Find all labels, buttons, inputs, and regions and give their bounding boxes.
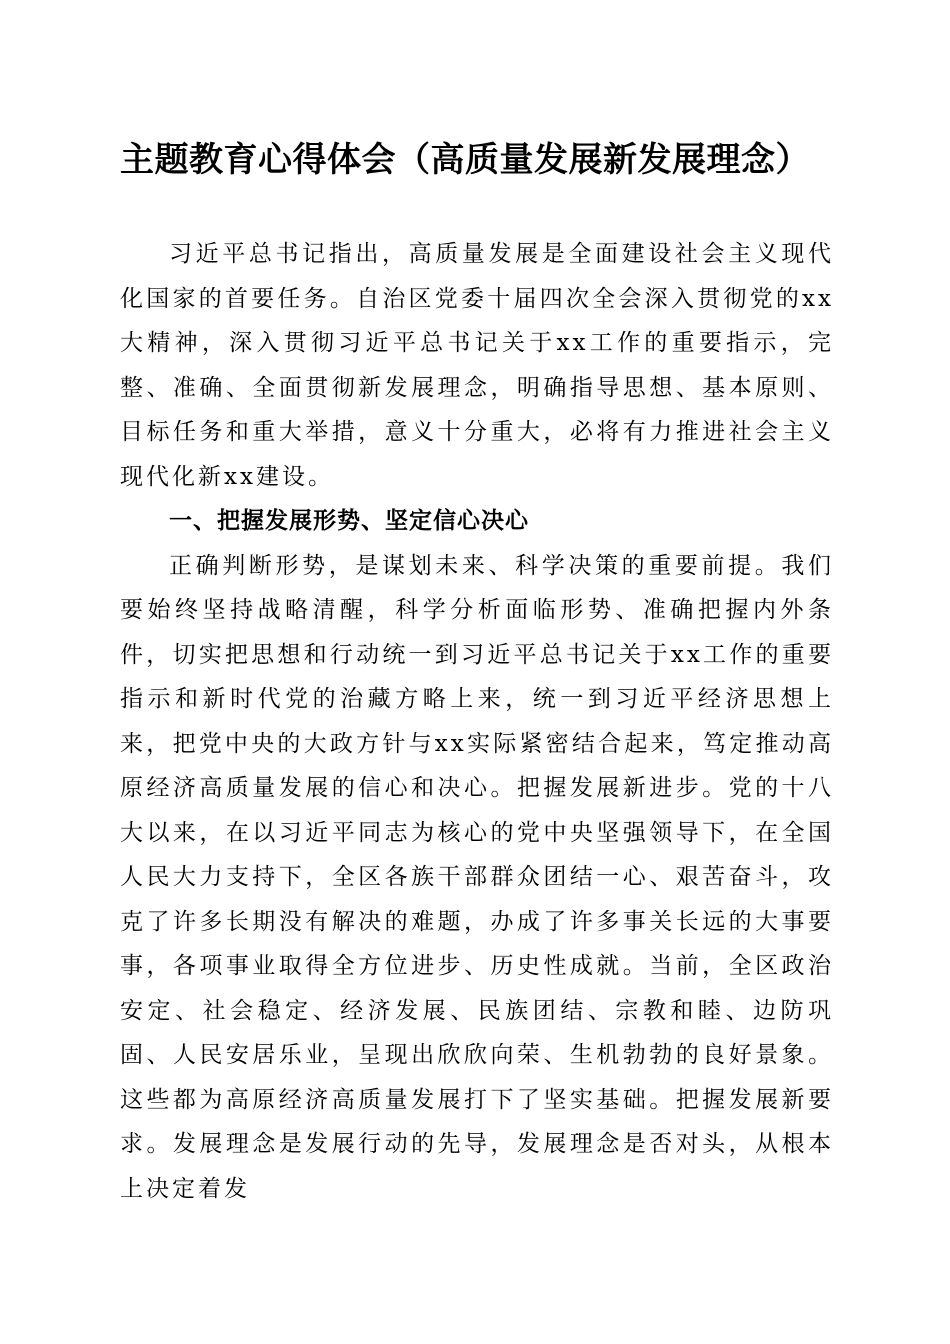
section-1-paragraph: 正确判断形势，是谋划未来、科学决策的重要前提。我们要始终坚持战略清醒，科学分析面临形势、准确把握内外条件，切实把思想和行动统一到习近平总书记关于xx工作的重要指示和新时代党的治藏方略上来，统一到习近平经济思想上来，把党中央的大政方针与xx实际紧密结合起来，笃定推动高原经济高质量发展的信心和决心。把握发展新进步。党的十八大以来，在以习近平同志为核心的党中央坚强领导下，在全国人民大力支持下，全区各族干部群众团结一心、艰苦奋斗，攻克了许多长期没有解决的难题，办成了许多事关长远的大事要事，各项事业取得全方位进步、历史性成就。当前，全区政治安定、社会稳定、经济发展、民族团结、宗教和睦、边防巩固、人民安居乐业，呈现出欣欣向荣、生机勃勃的良好景象。这些都为高原经济高质量发展打下了坚实基础。把握发展新要求。发展理念是发展行动的先导，发展理念是否对头，从根本上决定着发 — [120, 552, 834, 1202]
document-title: 主题教育心得体会（高质量发展新发展理念） — [120, 140, 810, 180]
intro-paragraph: 习近平总书记指出，高质量发展是全面建设社会主义现代化国家的首要任务。自治区党委十届四次全会深入贯彻党的xx大精神，深入贯彻习近平总书记关于xx工作的重要指示，完整、准确、全面贯彻新发展理念，明确指导思想、基本原则、目标任务和重大举措，意义十分重大，必将有力推进社会主义现代化新xx建设。 — [120, 241, 834, 490]
section-1-heading: 一、把握发展形势、坚定信心决心 — [169, 507, 529, 534]
document-body — [120, 232, 834, 1211]
